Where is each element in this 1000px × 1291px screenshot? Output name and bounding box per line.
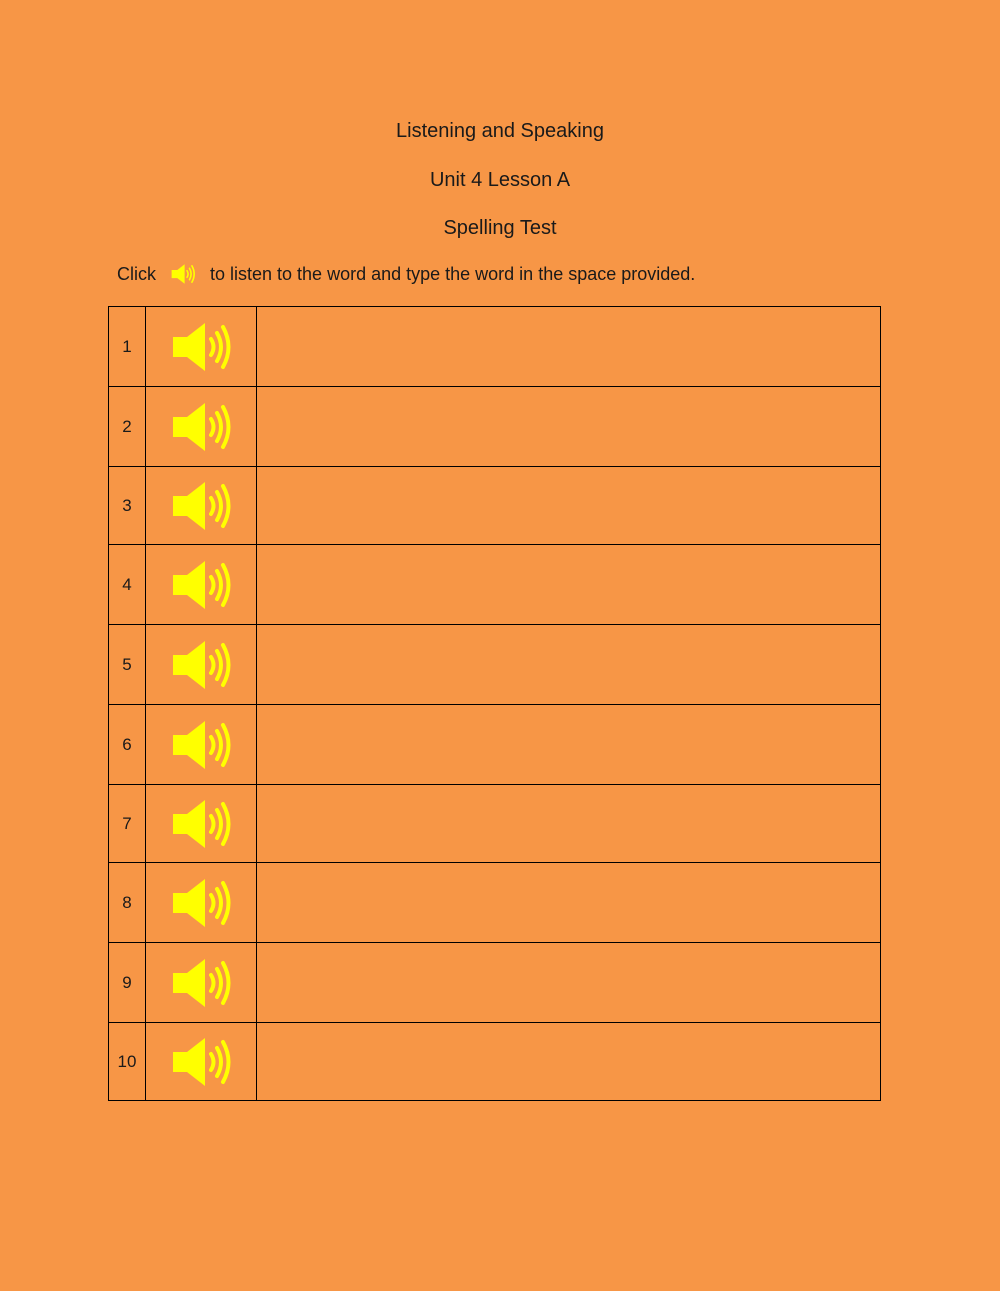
answer-cell: [257, 705, 881, 785]
speaker-icon[interactable]: [169, 875, 233, 931]
answer-cell: [257, 387, 881, 467]
speaker-cell: [146, 307, 257, 387]
speaker-icon[interactable]: [169, 319, 233, 375]
speaker-icon[interactable]: [169, 796, 233, 852]
speaker-icon[interactable]: [169, 557, 233, 613]
speaker-icon[interactable]: [169, 478, 233, 534]
item-number: 5: [109, 625, 146, 705]
speaker-cell: [146, 1023, 257, 1101]
unit-label: Unit 4 Lesson A: [429, 169, 571, 191]
speaker-icon[interactable]: [169, 1034, 233, 1090]
speaker-icon[interactable]: [169, 399, 233, 455]
item-number: 1: [109, 307, 146, 387]
test-name: Spelling Test: [443, 217, 557, 239]
answer-input[interactable]: [257, 389, 880, 465]
answer-cell: [257, 785, 881, 863]
speaker-cell: [146, 545, 257, 625]
speaker-cell: [146, 943, 257, 1023]
speaker-cell: [146, 863, 257, 943]
answer-cell: [257, 625, 881, 705]
item-number: 3: [109, 467, 146, 545]
speaker-icon: [170, 262, 196, 286]
answer-input[interactable]: [257, 309, 880, 385]
speaker-icon[interactable]: [169, 955, 233, 1011]
item-number: 2: [109, 387, 146, 467]
answer-cell: [257, 307, 881, 387]
table-row: [109, 943, 881, 1023]
item-number: 6: [109, 705, 146, 785]
instruction-prefix: Click: [117, 264, 156, 284]
answer-input[interactable]: [257, 945, 880, 1021]
item-number: 10: [109, 1023, 146, 1101]
answer-input[interactable]: [257, 1024, 880, 1100]
table-row: [109, 785, 881, 863]
speaker-icon[interactable]: [169, 637, 233, 693]
item-number: 9: [109, 943, 146, 1023]
answer-input[interactable]: [257, 547, 880, 623]
speaker-cell: [146, 785, 257, 863]
answer-cell: [257, 545, 881, 625]
table-row: [109, 625, 881, 705]
item-number: 8: [109, 863, 146, 943]
table-row: [109, 545, 881, 625]
table-row: [109, 387, 881, 467]
table-row: [109, 705, 881, 785]
answer-input[interactable]: [257, 786, 880, 862]
instruction-suffix: to listen to the word and type the word in the space provided.: [210, 264, 696, 284]
answer-input[interactable]: [257, 627, 880, 703]
page-title: Listening and Speaking: [396, 120, 604, 142]
table-row: [109, 863, 881, 943]
speaker-cell: [146, 705, 257, 785]
item-number: 4: [109, 545, 146, 625]
table-row: [109, 307, 881, 387]
item-number: 7: [109, 785, 146, 863]
answer-input[interactable]: [257, 865, 880, 941]
answer-cell: [257, 863, 881, 943]
answer-cell: [257, 467, 881, 545]
table-row: [109, 467, 881, 545]
spelling-table: [108, 306, 881, 1101]
speaker-icon[interactable]: [169, 717, 233, 773]
answer-cell: [257, 1023, 881, 1101]
answer-cell: [257, 943, 881, 1023]
speaker-cell: [146, 467, 257, 545]
speaker-cell: [146, 625, 257, 705]
speaker-cell: [146, 387, 257, 467]
answer-input[interactable]: [257, 707, 880, 783]
table-row: [109, 1023, 881, 1101]
answer-input[interactable]: [257, 468, 880, 544]
